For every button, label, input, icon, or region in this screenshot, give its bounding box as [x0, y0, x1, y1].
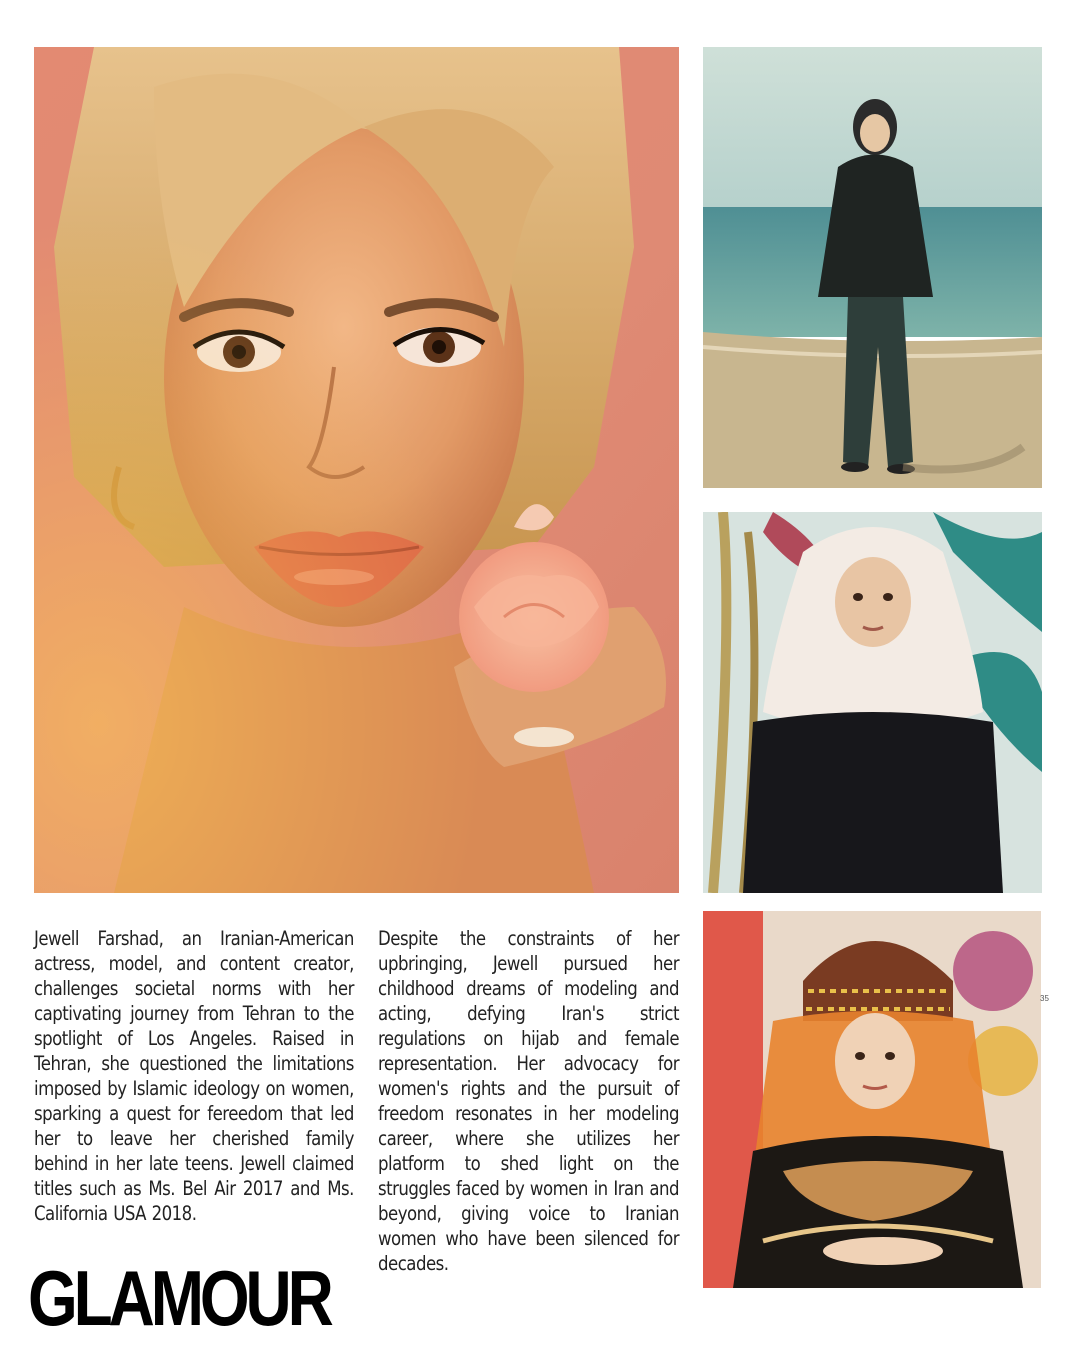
article-column-2: Despite the constraints of her upbringing, Jewell pursued her childhood dreams of modeling and acting, defying Iran's strict regulations on hijab and female representation. Her advocacy for women's rights and the pursuit of freedom resonates in her modeling career, where she utilizes her platform to shed light on the struggles faced by women in Iran and beyond, giving voice to Iranian women who have been silenced for decades. — [378, 927, 679, 1275]
school-hijab-childhood-photo — [703, 512, 1042, 893]
hero-portrait-photo — [34, 47, 679, 893]
article-column-1: Jewell Farshad, an Iranian-American actress, model, and content creator, challenges societal norms with her captivating journey from Tehran to the spotlight of Los Angeles. Raised in Tehran, she questioned the limitations imposed by Islamic ideology on women, sparking a quest for fereedom that led her to leave her cherished family behind in her late teens. Jewell claimed titles such as Ms. Bel Air 2017 and Ms. California USA 2018. — [34, 927, 354, 1225]
page-number: 35 — [1040, 994, 1049, 1003]
beach-childhood-photo — [703, 47, 1042, 488]
glamour-masthead-logo: GLAMOUR — [28, 1254, 330, 1342]
traditional-costume-childhood-photo — [703, 911, 1041, 1288]
